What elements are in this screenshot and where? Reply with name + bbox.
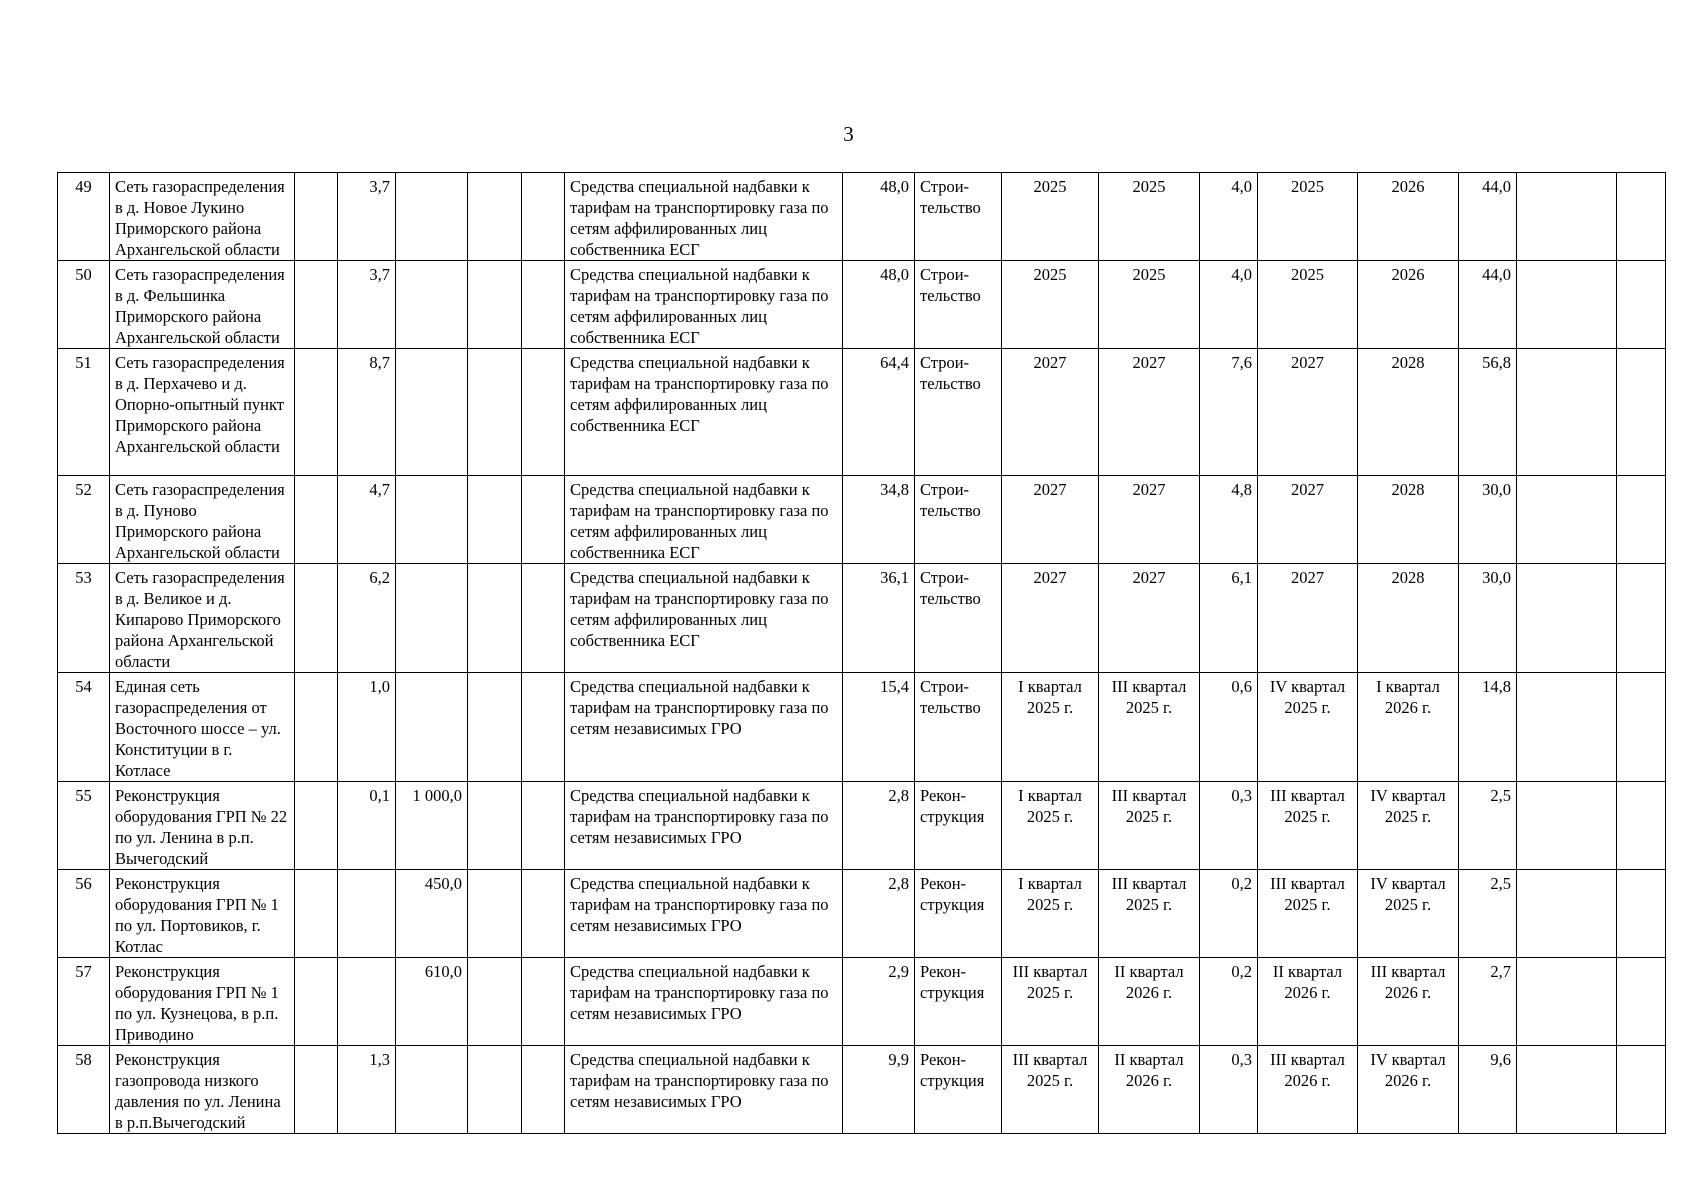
table-row <box>58 173 1666 261</box>
empty-cell <box>522 782 565 870</box>
object-name: Реконструкция оборудования ГРП № 1 по ул. Портовиков, г. Котлас <box>110 870 295 958</box>
build-start: III квартал 2026 г. <box>1258 1046 1358 1134</box>
design-start: I квартал 2025 г. <box>1002 870 1099 958</box>
row-number: 53 <box>58 564 110 673</box>
empty-cell <box>1517 782 1617 870</box>
build-end: IV квартал 2025 г. <box>1358 870 1459 958</box>
design-start: 2027 <box>1002 476 1099 564</box>
design-end: III квартал 2025 г. <box>1099 673 1200 782</box>
capacity-value <box>396 261 468 349</box>
funding-source: Средства специальной надбавки к тарифам на транспортировку газа по сетям аффилированных лиц собственника ЕСГ <box>565 261 843 349</box>
design-cost: 4,0 <box>1200 261 1258 349</box>
empty-cell <box>522 261 565 349</box>
empty-cell <box>1517 173 1617 261</box>
design-end: 2025 <box>1099 261 1200 349</box>
empty-cell <box>295 564 338 673</box>
total-cost: 9,9 <box>843 1046 915 1134</box>
empty-cell <box>295 173 338 261</box>
empty-cell <box>295 958 338 1046</box>
empty-cell <box>522 870 565 958</box>
work-type: Строи-тельство <box>915 476 1002 564</box>
design-end: 2025 <box>1099 173 1200 261</box>
design-cost: 0,6 <box>1200 673 1258 782</box>
build-cost: 30,0 <box>1459 476 1517 564</box>
empty-cell <box>1617 261 1666 349</box>
work-type: Строи-тельство <box>915 564 1002 673</box>
capacity-value <box>396 1046 468 1134</box>
empty-cell <box>1617 476 1666 564</box>
row-number: 55 <box>58 782 110 870</box>
funding-source: Средства специальной надбавки к тарифам на транспортировку газа по сетям аффилированных лиц собственника ЕСГ <box>565 476 843 564</box>
table-row <box>58 1046 1666 1134</box>
work-type: Рекон-струкция <box>915 782 1002 870</box>
empty-cell <box>468 261 522 349</box>
design-cost: 6,1 <box>1200 564 1258 673</box>
length-value: 3,7 <box>338 261 396 349</box>
total-cost: 2,8 <box>843 870 915 958</box>
data-table <box>57 172 1666 1134</box>
capacity-value <box>396 173 468 261</box>
empty-cell <box>1617 1046 1666 1134</box>
capacity-value <box>396 673 468 782</box>
empty-cell <box>295 782 338 870</box>
row-number: 51 <box>58 349 110 476</box>
design-end: II квартал 2026 г. <box>1099 958 1200 1046</box>
empty-cell <box>1517 261 1617 349</box>
design-cost: 7,6 <box>1200 349 1258 476</box>
funding-source: Средства специальной надбавки к тарифам на транспортировку газа по сетям независимых ГРО <box>565 958 843 1046</box>
table-row <box>58 476 1666 564</box>
page-number: 3 <box>843 122 854 146</box>
capacity-value <box>396 476 468 564</box>
design-end: 2027 <box>1099 476 1200 564</box>
empty-cell <box>1617 870 1666 958</box>
funding-source: Средства специальной надбавки к тарифам на транспортировку газа по сетям независимых ГРО <box>565 673 843 782</box>
object-name: Сеть газораспределения в д. Новое Лукино Приморского района Архангельской области <box>110 173 295 261</box>
design-start: I квартал 2025 г. <box>1002 782 1099 870</box>
design-start: 2025 <box>1002 261 1099 349</box>
build-end: IV квартал 2025 г. <box>1358 782 1459 870</box>
empty-cell <box>522 1046 565 1134</box>
object-name: Реконструкция оборудования ГРП № 22 по ул. Ленина в р.п. Вычегодский <box>110 782 295 870</box>
work-type: Рекон-струкция <box>915 870 1002 958</box>
empty-cell <box>295 870 338 958</box>
total-cost: 34,8 <box>843 476 915 564</box>
empty-cell <box>1517 564 1617 673</box>
length-value: 0,1 <box>338 782 396 870</box>
object-name: Сеть газораспределения в д. Фельшинка Приморского района Архангельской области <box>110 261 295 349</box>
empty-cell <box>1617 673 1666 782</box>
empty-cell <box>295 476 338 564</box>
empty-cell <box>1517 1046 1617 1134</box>
object-name: Сеть газораспределения в д. Великое и д. Кипарово Приморского района Архангельской области <box>110 564 295 673</box>
total-cost: 2,8 <box>843 782 915 870</box>
build-end: 2026 <box>1358 261 1459 349</box>
build-cost: 14,8 <box>1459 673 1517 782</box>
table-row <box>58 870 1666 958</box>
empty-cell <box>468 1046 522 1134</box>
design-cost: 0,2 <box>1200 958 1258 1046</box>
length-value: 1,0 <box>338 673 396 782</box>
capacity-value: 1 000,0 <box>396 782 468 870</box>
design-start: I квартал 2025 г. <box>1002 673 1099 782</box>
empty-cell <box>1617 958 1666 1046</box>
build-start: 2027 <box>1258 476 1358 564</box>
object-name: Сеть газораспределения в д. Перхачево и д. Опорно-опытный пункт Приморского района Архангельской области <box>110 349 295 476</box>
design-end: III квартал 2025 г. <box>1099 782 1200 870</box>
build-cost: 44,0 <box>1459 173 1517 261</box>
empty-cell <box>1617 173 1666 261</box>
capacity-value: 610,0 <box>396 958 468 1046</box>
object-name: Сеть газораспределения в д. Пуново Приморского района Архангельской области <box>110 476 295 564</box>
table-row <box>58 564 1666 673</box>
empty-cell <box>1617 782 1666 870</box>
empty-cell <box>1617 564 1666 673</box>
empty-cell <box>468 673 522 782</box>
table-row <box>58 958 1666 1046</box>
empty-cell <box>1517 476 1617 564</box>
row-number: 52 <box>58 476 110 564</box>
capacity-value <box>396 349 468 476</box>
total-cost: 15,4 <box>843 673 915 782</box>
build-start: II квартал 2026 г. <box>1258 958 1358 1046</box>
design-cost: 0,3 <box>1200 1046 1258 1134</box>
empty-cell <box>295 261 338 349</box>
total-cost: 48,0 <box>843 261 915 349</box>
empty-cell <box>522 173 565 261</box>
empty-cell <box>468 349 522 476</box>
build-start: IV квартал 2025 г. <box>1258 673 1358 782</box>
empty-cell <box>1517 673 1617 782</box>
empty-cell <box>295 673 338 782</box>
funding-source: Средства специальной надбавки к тарифам на транспортировку газа по сетям аффилированных лиц собственника ЕСГ <box>565 564 843 673</box>
length-value <box>338 870 396 958</box>
table-row <box>58 673 1666 782</box>
funding-source: Средства специальной надбавки к тарифам на транспортировку газа по сетям независимых ГРО <box>565 782 843 870</box>
build-cost: 56,8 <box>1459 349 1517 476</box>
empty-cell <box>295 1046 338 1134</box>
build-cost: 9,6 <box>1459 1046 1517 1134</box>
table-row <box>58 782 1666 870</box>
build-start: 2027 <box>1258 349 1358 476</box>
work-type: Строи-тельство <box>915 349 1002 476</box>
design-end: II квартал 2026 г. <box>1099 1046 1200 1134</box>
empty-cell <box>468 870 522 958</box>
design-end: 2027 <box>1099 564 1200 673</box>
design-start: 2025 <box>1002 173 1099 261</box>
work-type: Рекон-струкция <box>915 1046 1002 1134</box>
design-start: 2027 <box>1002 564 1099 673</box>
total-cost: 2,9 <box>843 958 915 1046</box>
build-end: 2028 <box>1358 476 1459 564</box>
empty-cell <box>468 782 522 870</box>
row-number: 50 <box>58 261 110 349</box>
work-type: Строи-тельство <box>915 673 1002 782</box>
capacity-value <box>396 564 468 673</box>
build-end: 2026 <box>1358 173 1459 261</box>
build-start: III квартал 2025 г. <box>1258 870 1358 958</box>
design-end: 2027 <box>1099 349 1200 476</box>
empty-cell <box>522 349 565 476</box>
row-number: 54 <box>58 673 110 782</box>
row-number: 58 <box>58 1046 110 1134</box>
work-type: Строи-тельство <box>915 173 1002 261</box>
design-cost: 0,3 <box>1200 782 1258 870</box>
empty-cell <box>468 564 522 673</box>
design-start: III квартал 2025 г. <box>1002 958 1099 1046</box>
funding-source: Средства специальной надбавки к тарифам на транспортировку газа по сетям аффилированных лиц собственника ЕСГ <box>565 173 843 261</box>
total-cost: 48,0 <box>843 173 915 261</box>
design-end: III квартал 2025 г. <box>1099 870 1200 958</box>
funding-source: Средства специальной надбавки к тарифам на транспортировку газа по сетям независимых ГРО <box>565 870 843 958</box>
length-value: 3,7 <box>338 173 396 261</box>
build-start: 2027 <box>1258 564 1358 673</box>
empty-cell <box>522 564 565 673</box>
design-start: III квартал 2025 г. <box>1002 1046 1099 1134</box>
empty-cell <box>1617 349 1666 476</box>
funding-source: Средства специальной надбавки к тарифам на транспортировку газа по сетям независимых ГРО <box>565 1046 843 1134</box>
empty-cell <box>1517 870 1617 958</box>
design-cost: 0,2 <box>1200 870 1258 958</box>
empty-cell <box>1517 958 1617 1046</box>
design-start: 2027 <box>1002 349 1099 476</box>
row-number: 49 <box>58 173 110 261</box>
empty-cell <box>522 673 565 782</box>
length-value <box>338 958 396 1046</box>
length-value: 8,7 <box>338 349 396 476</box>
table-row <box>58 349 1666 476</box>
build-end: IV квартал 2026 г. <box>1358 1046 1459 1134</box>
empty-cell <box>468 476 522 564</box>
object-name: Единая сеть газораспределения от Восточного шоссе – ул. Конституции в г. Котласе <box>110 673 295 782</box>
build-cost: 2,5 <box>1459 782 1517 870</box>
build-start: 2025 <box>1258 261 1358 349</box>
object-name: Реконструкция газопровода низкого давления по ул. Ленина в р.п.Вычегодский <box>110 1046 295 1134</box>
build-end: 2028 <box>1358 349 1459 476</box>
work-type: Строи-тельство <box>915 261 1002 349</box>
total-cost: 64,4 <box>843 349 915 476</box>
build-end: I квартал 2026 г. <box>1358 673 1459 782</box>
funding-source: Средства специальной надбавки к тарифам на транспортировку газа по сетям аффилированных лиц собственника ЕСГ <box>565 349 843 476</box>
row-number: 56 <box>58 870 110 958</box>
row-number: 57 <box>58 958 110 1046</box>
build-cost: 2,7 <box>1459 958 1517 1046</box>
length-value: 4,7 <box>338 476 396 564</box>
object-name: Реконструкция оборудования ГРП № 1 по ул. Кузнецова, в р.п. Приводино <box>110 958 295 1046</box>
build-cost: 30,0 <box>1459 564 1517 673</box>
empty-cell <box>468 958 522 1046</box>
total-cost: 36,1 <box>843 564 915 673</box>
build-cost: 2,5 <box>1459 870 1517 958</box>
build-start: III квартал 2025 г. <box>1258 782 1358 870</box>
capacity-value: 450,0 <box>396 870 468 958</box>
build-end: III квартал 2026 г. <box>1358 958 1459 1046</box>
build-start: 2025 <box>1258 173 1358 261</box>
empty-cell <box>1517 349 1617 476</box>
empty-cell <box>522 958 565 1046</box>
length-value: 6,2 <box>338 564 396 673</box>
build-end: 2028 <box>1358 564 1459 673</box>
design-cost: 4,0 <box>1200 173 1258 261</box>
work-type: Рекон-струкция <box>915 958 1002 1046</box>
empty-cell <box>522 476 565 564</box>
build-cost: 44,0 <box>1459 261 1517 349</box>
empty-cell <box>295 349 338 476</box>
design-cost: 4,8 <box>1200 476 1258 564</box>
table-row <box>58 261 1666 349</box>
empty-cell <box>468 173 522 261</box>
length-value: 1,3 <box>338 1046 396 1134</box>
